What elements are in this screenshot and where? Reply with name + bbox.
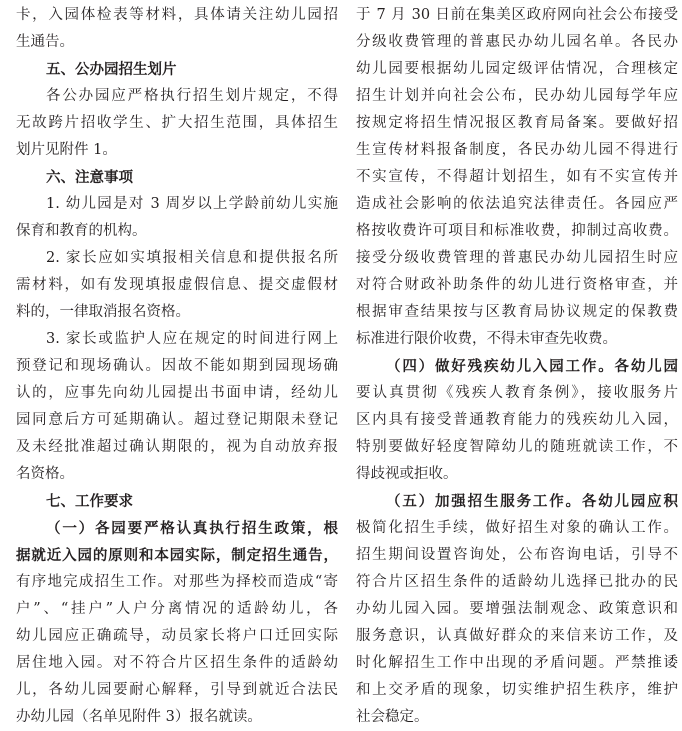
text-line: 儿，各幼儿园要耐心解释，引导到就近合法民 <box>16 682 338 698</box>
text-line: 得歧视或拒收。 <box>356 466 458 482</box>
text-line: 需材料，如有发现填报虚假信息、提交虚假材 <box>16 277 338 293</box>
text-line: 根据审查结果按与区教育局协议规定的保教费 <box>356 304 678 320</box>
text-line: 分级收费管理的普惠民办幼儿园名单。各民办 <box>356 34 678 50</box>
text-line: 居住地入园。对不符合片区招生条件的适龄幼 <box>16 655 338 671</box>
text-line: 预登记和现场确认。因故不能如期到园现场确 <box>16 358 338 374</box>
text-line: 造成社会影响的依法追究法律责任。各园应严 <box>356 196 678 212</box>
text-line: 2. 家长应如实填报相关信息和提供报名所 <box>46 250 338 266</box>
section-heading: 五、公办园招生划片 <box>46 61 177 78</box>
text-line: （四）做好残疾幼儿入园工作。各幼儿园 <box>386 358 678 375</box>
text-line: 及未经批准超过确认期限的，视为自动放弃报 <box>16 439 338 455</box>
text-line: 生通告。 <box>16 34 74 50</box>
text-line: 幼儿园要根据幼儿园定级评估情况，合理核定 <box>356 61 678 77</box>
text-line: 和上交矛盾的现象，切实维护招生秩序，维护 <box>356 682 678 698</box>
right-column <box>356 2 678 731</box>
text-line: 有序地完成招生工作。对那些为择校而造成“寄 <box>16 574 338 590</box>
text-line: 时化解招生工作中出现的矛盾问题。严禁推诿 <box>356 655 678 671</box>
text-line: 接受分级收费管理的普惠民办幼儿园招生时应 <box>356 250 678 266</box>
text-line: 无故跨片招收学生、扩大招生范围，具体招生 <box>16 115 338 131</box>
text-line: 社会稳定。 <box>356 709 429 725</box>
text-line: 名资格。 <box>16 466 74 482</box>
text-line: 3. 家长或监护人应在规定的时间进行网上 <box>46 331 338 347</box>
text-line: 招生计划并向社会公布，民办幼儿园每学年应 <box>356 88 678 104</box>
text-line: 料的，一律取消报名资格。 <box>16 304 190 320</box>
text-line: 区内具有接受普通教育能力的残疾幼儿入园， <box>356 412 678 428</box>
text-line: 要认真贯彻《残疾人教育条例》，接收服务片 <box>356 385 678 401</box>
text-line: 于 7 月 30 日前在集美区政府网向社会公布接受 <box>356 7 678 23</box>
text-line: 据就近入园的原则和本园实际，制定招生通告， <box>16 547 338 564</box>
text-line: 卡，入园体检表等材料，具体请关注幼儿园招 <box>16 7 338 23</box>
text-line: 保育和教育的机构。 <box>16 223 147 239</box>
left-column <box>16 2 338 731</box>
text-line: 按规定将招生情况报区教育局备案。要做好招 <box>356 115 678 131</box>
text-line: 幼儿园应正确疏导，动员家长将户口迁回实际 <box>16 628 338 644</box>
text-line: 各公办园应严格执行招生划片规定，不得 <box>46 88 338 104</box>
text-line: 认的，应事先向幼儿园提出书面申请，经幼儿 <box>16 385 338 401</box>
text-line: 符合片区招生条件的适龄幼儿选择已批办的民 <box>356 574 678 590</box>
text-line: 标准进行限价收费，不得未审查先收费。 <box>356 331 617 347</box>
text-line: 服务意识，认真做好群众的来信来访工作，及 <box>356 628 678 644</box>
text-line: 园同意后方可延期确认。超过登记期限未登记 <box>16 412 338 428</box>
text-line: （五）加强招生服务工作。各幼儿园应积 <box>386 493 678 510</box>
text-line: 招生期间设置咨询处，公布咨询电话，引导不 <box>356 547 678 563</box>
text-line: 格按收费许可项目和标准收费，抑制过高收费。 <box>356 223 678 239</box>
text-line: 极简化招生手续，做好招生对象的确认工作。 <box>356 520 678 536</box>
text-line: 户”、“挂户”人户分离情况的适龄幼儿，各 <box>16 601 338 617</box>
text-line: 生宣传材料报备制度，各民办幼儿园不得进行 <box>356 142 678 158</box>
text-line: 特别要做好轻度智障幼儿的随班就读工作，不 <box>356 439 678 455</box>
text-line: 办幼儿园入园。要增强法制观念、政策意识和 <box>356 601 678 617</box>
text-line: （一）各园要严格认真执行招生政策，根 <box>46 520 338 537</box>
section-heading: 六、注意事项 <box>46 169 133 186</box>
text-line: 划片见附件 1。 <box>16 142 117 158</box>
text-line: 不实宣传，不得超计划招生，如有不实宣传并 <box>356 169 678 185</box>
text-line: 办幼儿园（名单见附件 3）报名就读。 <box>16 709 262 725</box>
text-line: 1. 幼儿园是对 3 周岁以上学龄前幼儿实施 <box>46 196 338 212</box>
section-heading: 七、工作要求 <box>46 493 133 510</box>
text-line: 对符合财政补助条件的幼儿进行资格审查，并 <box>356 277 678 293</box>
